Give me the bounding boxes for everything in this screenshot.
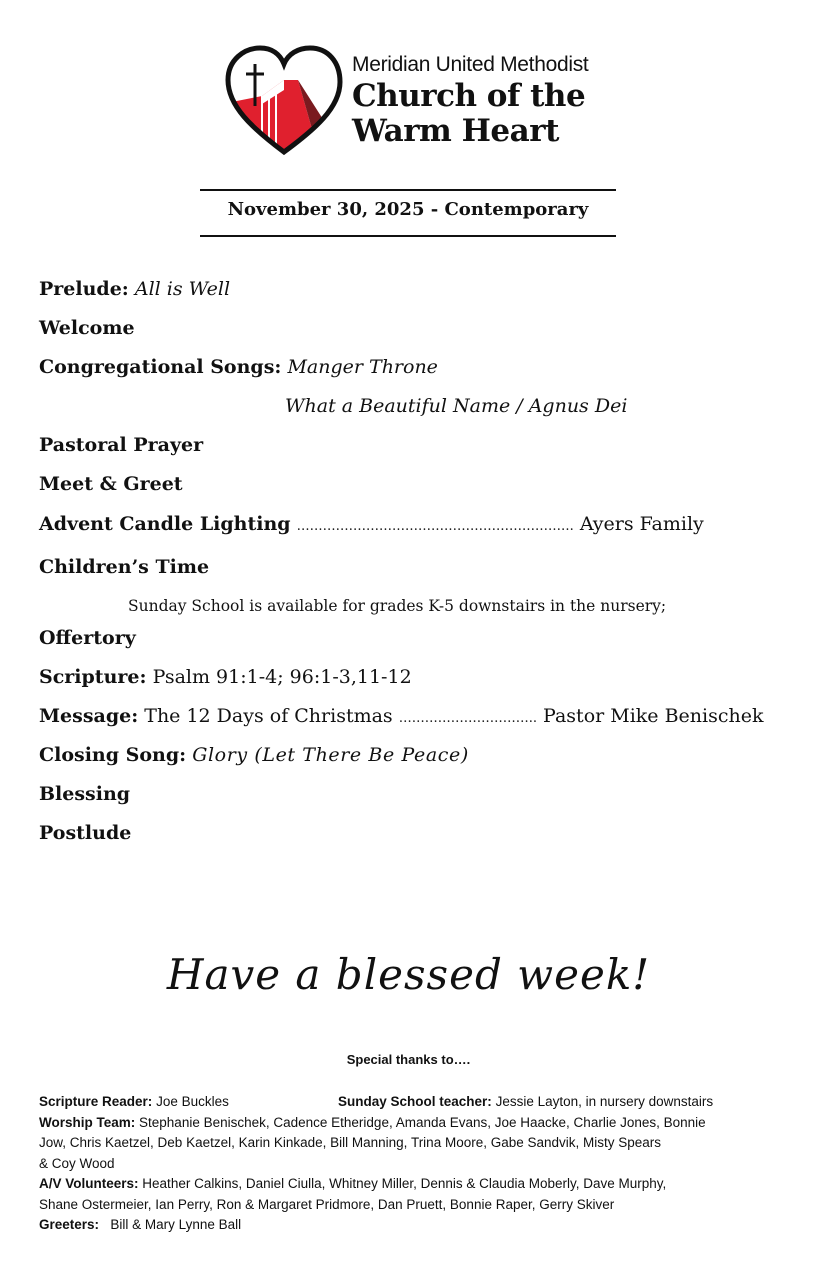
service-date-title: November 30, 2025 - Contemporary: [227, 199, 589, 220]
scripture-reader-name: Joe Buckles: [156, 1094, 229, 1109]
childrens-time-label: Children’s Time: [39, 556, 210, 578]
credit-av-2: Shane Ostermeier, Ian Perry, Ron & Margaret Pridmore, Dan Pruett, Bonnie Raper, Gerry Skiver: [39, 1196, 615, 1212]
order-prelude: [39, 278, 230, 300]
song-1: Manger Throne: [287, 356, 438, 378]
order-meet-greet: [39, 473, 183, 495]
greeters-label: Greeters:: [39, 1217, 100, 1232]
sunday-school-label: Sunday School teacher:: [338, 1094, 492, 1109]
sunday-school-note: Sunday School is available for grades K-5 downstairs in the nursery;: [128, 597, 667, 615]
song-2: What a Beautiful Name / Agnus Dei: [285, 395, 628, 417]
logo-line-church-name: Meridian United Methodist: [352, 53, 589, 76]
logo-line-tagline-2: Warm Heart: [352, 113, 559, 149]
order-songs: [39, 356, 438, 378]
greeters-names: Bill & Mary Lynne Ball: [110, 1217, 242, 1232]
credit-worship-1: [39, 1113, 779, 1134]
pastoral-prayer-label: Pastoral Prayer: [39, 434, 204, 456]
order-postlude: [39, 822, 131, 844]
message-speaker: Pastor Mike Benischek: [543, 705, 764, 727]
sunday-school-name: Jessie Layton, in nursery downstairs: [495, 1094, 714, 1109]
worship-line-1: Stephanie Benischek, Cadence Etheridge, Amanda Evans, Joe Haacke, Charlie Jones, Bonnie: [139, 1114, 706, 1130]
credit-worship-3: & Coy Wood: [39, 1155, 115, 1171]
credits-block: [39, 1092, 779, 1236]
closing-value: Glory (Let There Be Peace): [192, 744, 469, 766]
order-song-2: [285, 395, 627, 417]
postlude-label: Postlude: [39, 822, 132, 844]
advent-dots: ……………………………………………………….: [296, 519, 574, 534]
welcome-label: Welcome: [39, 317, 135, 339]
closing-label: Closing Song:: [39, 744, 187, 766]
order-blessing: [39, 783, 130, 805]
thanks-title: Special thanks to….: [346, 1052, 471, 1067]
prelude-label: Prelude:: [39, 278, 129, 300]
credit-av-1: [39, 1174, 779, 1195]
av-label: A/V Volunteers:: [39, 1176, 139, 1191]
order-welcome: [39, 317, 135, 339]
bottom-rule: [200, 235, 616, 237]
order-scripture: [39, 666, 412, 688]
scripture-label: Scripture:: [39, 666, 147, 688]
credit-worship-2: Jow, Chris Kaetzel, Deb Kaetzel, Karin Kinkade, Bill Manning, Trina Moore, Gabe Sandvik, Misty Spears: [39, 1135, 662, 1150]
credit-scripture-school: [39, 1092, 779, 1113]
order-advent: [39, 513, 704, 535]
closing-message: Have a blessed week!: [166, 950, 651, 999]
advent-label: Advent Candle Lighting: [39, 513, 291, 535]
scripture-reader-label: Scripture Reader:: [39, 1094, 153, 1109]
songs-label: Congregational Songs:: [39, 356, 282, 378]
message-label: Message:: [39, 705, 139, 727]
order-message: [39, 705, 764, 727]
prelude-value: All is Well: [134, 278, 231, 300]
message-value: The 12 Days of Christmas: [144, 705, 393, 727]
order-childrens-time: [39, 556, 209, 578]
offertory-label: Offertory: [39, 627, 136, 649]
meet-greet-label: Meet & Greet: [39, 473, 183, 495]
credit-greeters: [39, 1215, 779, 1236]
blessing-label: Blessing: [39, 783, 131, 805]
worship-label: Worship Team:: [39, 1114, 136, 1130]
top-rule: [200, 189, 616, 191]
logo-line-tagline-1: Church of the: [352, 78, 586, 114]
scripture-value: Psalm 91:1-4; 96:1-3,11-12: [152, 666, 412, 688]
church-logo-heart-icon: [222, 44, 346, 160]
sunday-school-credit: [338, 1092, 713, 1113]
church-logo-text: [352, 52, 588, 148]
order-closing-song: [39, 744, 469, 766]
order-offertory: [39, 627, 136, 649]
advent-value: Ayers Family: [579, 513, 704, 535]
message-dots: …………………………..: [398, 711, 537, 726]
order-pastoral-prayer: [39, 434, 203, 456]
av-line-1: Heather Calkins, Daniel Ciulla, Whitney Miller, Dennis & Claudia Moberly, Dave Murphy,: [142, 1176, 667, 1191]
